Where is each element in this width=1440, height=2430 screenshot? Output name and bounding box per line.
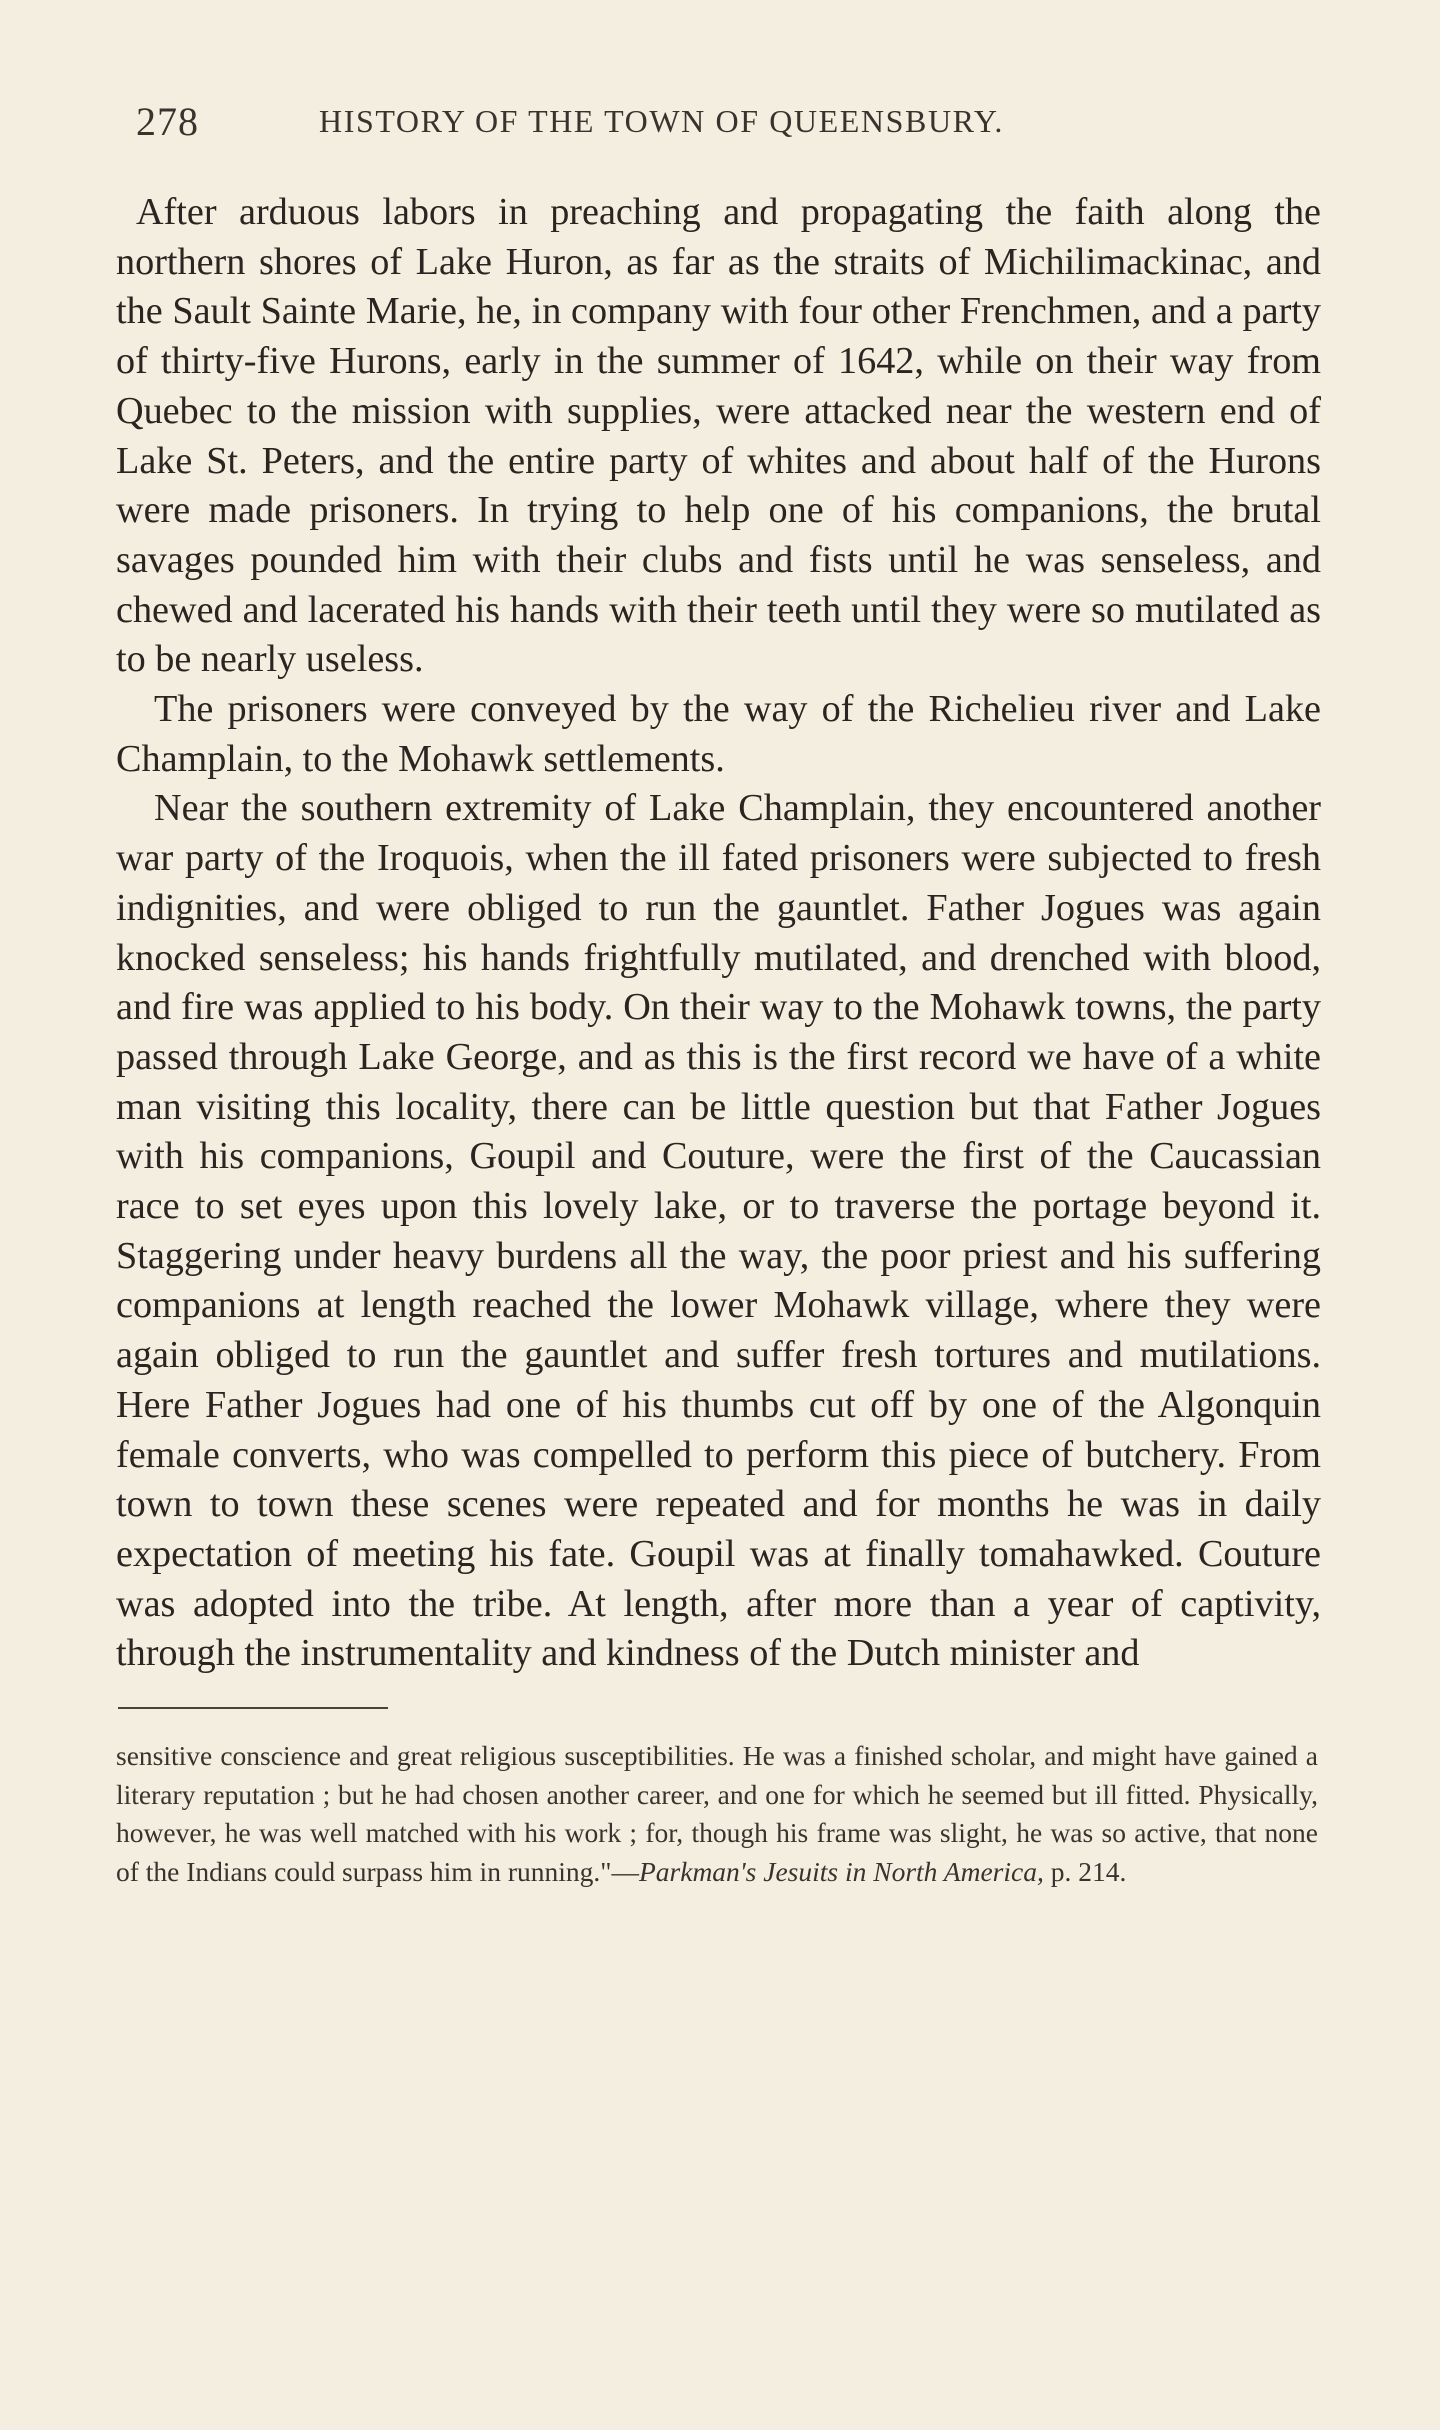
footnote-text: sensitive conscience and great religious susceptibilities. He was a finished scholar, and might have gained a literary reputation ; but he had chosen another career, and one for which he seemed but ill fitted. Physically, however, he was well matched with his work ; for, though his frame was slight, he was so active, that none of the Indians could surpass him in running."—: [116, 1740, 1318, 1887]
footnote: [116, 1737, 1318, 1891]
running-head: [116, 98, 1320, 158]
body-paragraph: The prisoners were conveyed by the way of the Richelieu river and Lake Champlain, to the Mohawk settlements.: [116, 688, 1321, 780]
footnote-divider: [118, 1707, 388, 1709]
body-paragraph: After arduous labors in preaching and propagating the faith along the northern shores of Lake Huron, as far as the straits of Michilimackinac, and the Sault Sainte Marie, he, in company with four other Frenchmen, and a party of thirty-five Hurons, early in the summer of 1642, while on their way from Quebec to the mission with supplies, were attacked near the western end of Lake St. Peters, and the entire party of whites and about half of the Hurons were made prisoners. In trying to help one of his companions, the brutal savages pounded him with their clubs and fists until he was senseless, and chewed and lacerated his hands with their teeth until they were so mutilated as to be nearly useless.: [116, 191, 1321, 681]
footnote-citation: Parkman's Jesuits in North America,: [638, 1855, 1044, 1887]
body-text: [116, 188, 1321, 1679]
page-number: 278: [136, 99, 199, 144]
body-paragraph: Near the southern extremity of Lake Champlain, they encountered another war party of the Iroquois, when the ill fated prisoners were subjected to fresh indignities, and were obliged to run the gauntlet. Father Jogues was again knocked senseless; his hands frightfully mutilated, and drenched with blood, and fire was applied to his body. On their way to the Mohawk towns, the party passed through Lake George, and as this is the first record we have of a white man visiting this locality, there can be little question but that Father Jogues with his companions, Goupil and Couture, were the first of the Caucassian race to set eyes upon this lovely lake, or to traverse the portage beyond it. Staggering under heavy burdens all the way, the poor priest and his suffering companions at length reached the lower Mohawk village, where they were again obliged to run the gauntlet and suffer fresh tortures and mutilations. Here Father Jogues had one of his thumbs cut off by one of the Algonquin female converts, who was compelled to perform this piece of butchery. From town to town these scenes were repeated and for months he was in daily expectation of meeting his fate. Goupil was at finally tomahawked. Couture was adopted into the tribe. At length, after more than a year of captivity, through the instrumentality and kindness of the Dutch minister and: [116, 787, 1321, 1675]
footnote-page-ref: p. 214.: [1043, 1855, 1127, 1887]
running-title: HISTORY OF THE TOWN OF QUEENSBURY.: [319, 103, 1005, 139]
